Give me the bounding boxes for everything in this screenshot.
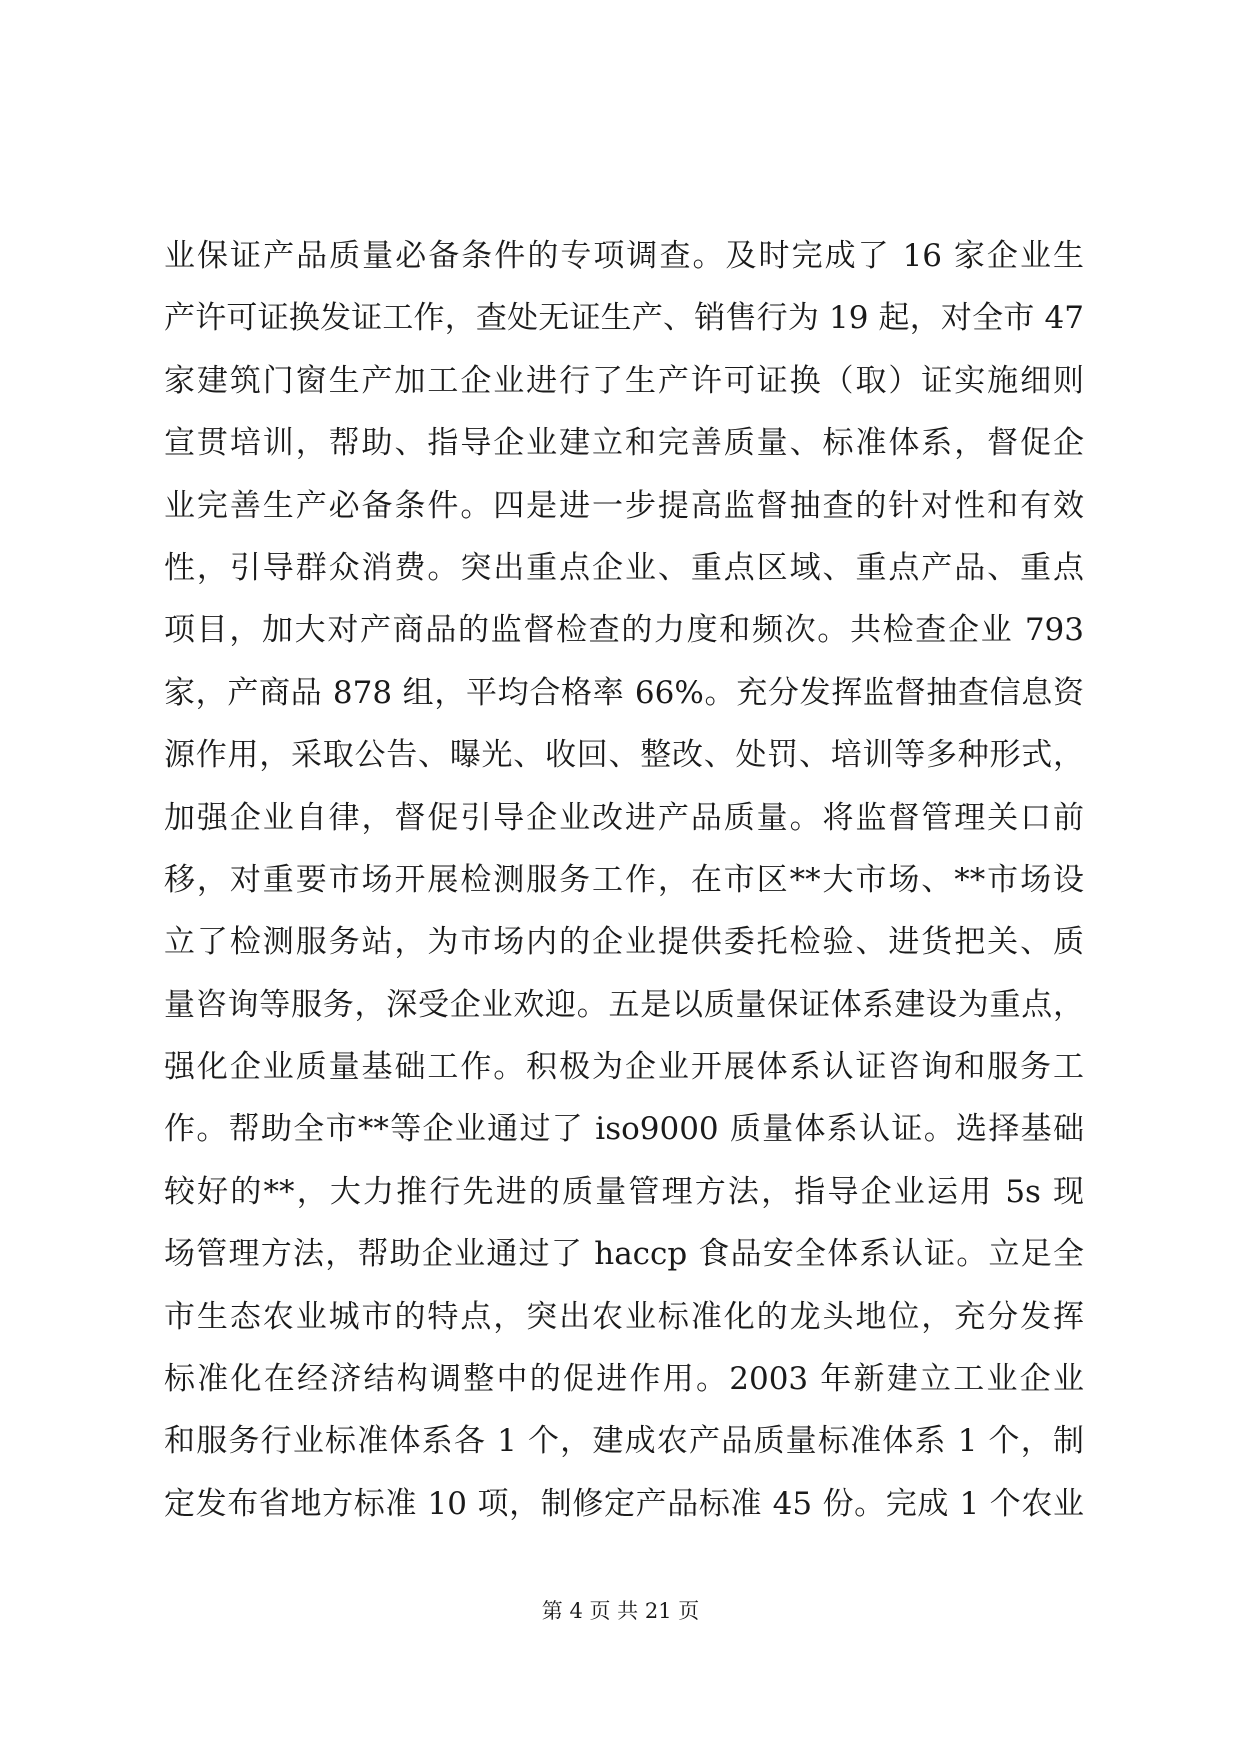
text-line: 作。帮助全市**等企业通过了 iso9000 质量体系认证。选择基础 — [164, 1111, 1084, 1148]
text-line: 量咨询等服务，深受企业欢迎。五是以质量保证体系建设为重点， — [164, 986, 1084, 1023]
text-line: 家建筑门窗生产加工企业进行了生产许可证换（取）证实施细则 — [164, 362, 1084, 399]
text-line: 性，引导群众消费。突出重点企业、重点区域、重点产品、重点 — [164, 549, 1084, 586]
text-line: 源作用，采取公告、曝光、收回、整改、处罚、培训等多种形式， — [164, 737, 1084, 774]
text-line: 定发布省地方标准 10 项，制修定产品标准 45 份。完成 1 个农业 — [164, 1485, 1084, 1522]
text-line: 产许可证换发证工作，查处无证生产、销售行为 19 起，对全市 47 — [164, 300, 1084, 337]
body-paragraph — [164, 225, 1084, 1535]
text-line: 业保证产品质量必备条件的专项调查。及时完成了 16 家企业生 — [164, 238, 1084, 274]
text-line: 强化企业质量基础工作。积极为企业开展体系认证咨询和服务工 — [164, 1049, 1084, 1086]
text-line: 项目，加大对产商品的监督检查的力度和频次。共检查企业 793 — [164, 612, 1084, 649]
text-line: 移，对重要市场开展检测服务工作，在市区**大市场、**市场设 — [164, 861, 1084, 898]
text-line: 立了检测服务站，为市场内的企业提供委托检验、进货把关、质 — [164, 924, 1084, 961]
text-line: 业完善生产必备条件。四是进一步提高监督抽查的针对性和有效 — [164, 487, 1084, 524]
text-line: 家，产商品 878 组，平均合格率 66%。充分发挥监督抽查信息资 — [164, 674, 1084, 711]
text-line: 宣贯培训，帮助、指导企业建立和完善质量、标准体系，督促企 — [164, 425, 1084, 462]
text-line: 标准化在经济结构调整中的促进作用。2003 年新建立工业企业 — [164, 1361, 1084, 1398]
text-line: 较好的**，大力推行先进的质量管理方法，指导企业运用 5s 现 — [164, 1173, 1084, 1210]
text-line: 市生态农业城市的特点，突出农业标准化的龙头地位，充分发挥 — [164, 1298, 1084, 1335]
page-number-footer: 第 4 页 共 21 页 — [541, 1599, 700, 1623]
text-line: 和服务行业标准体系各 1 个，建成农产品质量标准体系 1 个，制 — [164, 1423, 1084, 1460]
text-line: 场管理方法，帮助企业通过了 haccp 食品安全体系认证。立足全 — [164, 1236, 1084, 1273]
text-line: 加强企业自律，督促引导企业改进产品质量。将监督管理关口前 — [164, 799, 1084, 836]
